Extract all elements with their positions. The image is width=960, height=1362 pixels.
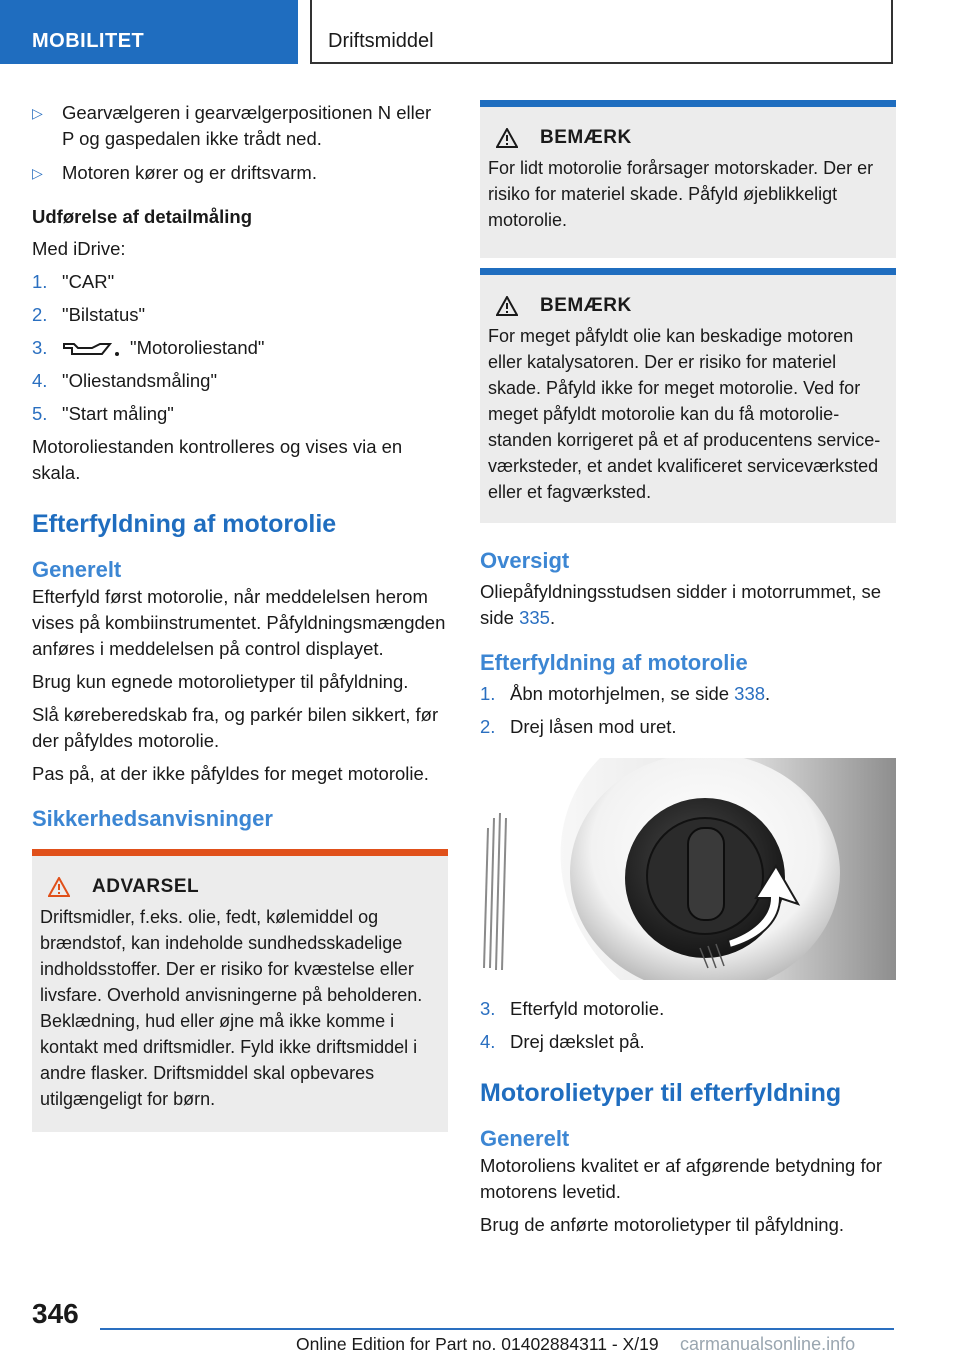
oil-filler-cap-illustration [480, 758, 896, 980]
oil-can-icon [62, 340, 122, 358]
bullet-item: ▷ Motoren kører og er driftsvarm. [32, 160, 448, 186]
general-paragraph: Motoroliens kvalitet er af afgørende betydning for motorens levetid. [480, 1155, 883, 1202]
note-text: For meget påfyldt olie kan beskadige motoren eller katalysatoren. Der er risiko for materiel skade. Påfyld ikke for meget motorolie. Ved for meget påfyldt motorolie kan du få motoroliestanden korrigeret på et af producentens serviceværksteder, et andet kvalificeret serviceværksted eller et fagværksted. [488, 326, 881, 502]
heading-safety: Sikkerhedsanvisninger [32, 806, 273, 831]
watermark: carmanualsonline.info [680, 1334, 856, 1354]
refill-steps-cont [480, 996, 896, 1055]
heading-oil-types: Motorolietyper til efterfyldning [480, 1079, 842, 1107]
heading-general-right: Generelt [480, 1126, 570, 1151]
step-item: 3. Efterfyld motorolie. [480, 998, 665, 1019]
triangle-bullet-icon: ▷ [32, 105, 43, 121]
refill-steps [480, 681, 896, 740]
page-number: 346 [32, 1298, 79, 1329]
left-column [32, 100, 448, 1132]
heading-refill-right: Efterfyldning af motorolie [480, 650, 748, 675]
step-item: 1. Åbn motorhjelmen, se side 338. [480, 683, 771, 704]
triangle-bullet-icon: ▷ [32, 165, 43, 181]
chapter-title: Driftsmiddel [328, 30, 434, 52]
step-item: 4. "Oliestandsmåling" [32, 370, 218, 391]
heading-overview: Oversigt [480, 548, 570, 573]
note-box-1 [480, 100, 896, 258]
note-title: BEMÆRK [496, 127, 888, 149]
warning-triangle-icon [496, 296, 518, 316]
step-item: 2. "Bilstatus" [32, 304, 146, 325]
bullet-item: ▷ Gearvælgeren i gearvælgerpositionen N eller P og gaspedalen ikke trådt ned. [32, 102, 432, 149]
section-title: MOBILITET [32, 30, 145, 52]
detail-outro: Motoroliestanden kontrolleres og vises via en skala. [32, 436, 403, 483]
overview-text: Oliepåfyldningsstudsen sidder i motorrummet, se side 335. [480, 581, 882, 628]
general-paragraph: Efterfyld først motorolie, når meddelelsen herom vises på kombiinstrumentet. Påfyldningsmængden anføres i meddelelsen på control displayet. [32, 586, 446, 659]
step-item: 1. "CAR" [32, 271, 115, 292]
general-paragraph: Slå køreberedskab fra, og parkér bilen sikkert, før der påfyldes motorolie. [32, 704, 439, 751]
section-tab [0, 0, 298, 64]
general-paragraph: Pas på, at der ikke påfyldes for meget motorolie. [32, 763, 429, 784]
edition-text: Online Edition for Part no. 01402884311 - X/19 [296, 1334, 659, 1354]
chapter-tab [310, 0, 893, 64]
note-text: For lidt motorolie forårsager motorskader. Der er risiko for materiel skade. Påfyld øjeblikkeligt motorolie. [488, 158, 874, 230]
heading-refill: Efterfyldning af motorolie [32, 510, 337, 538]
page-link[interactable]: 335 [519, 607, 550, 628]
heading-general: Generelt [32, 557, 122, 582]
detail-heading: Udførelse af detailmåling [32, 206, 252, 227]
oil-filler-cap-image [480, 758, 896, 980]
general-paragraph: Brug de anførte motorolietyper til påfyldning. [480, 1214, 845, 1235]
right-column [480, 100, 896, 1245]
warning-text: Driftsmidler, f.eks. olie, fedt, kølemiddel og brændstof, kan indeholde sundhedsskadelige indholdsstoffer. Der er risiko for kvæstelse eller livsfare. Overhold anvisningerne på beholderen. Beklædning, hud eller øjne må ikke komme i kontakt med driftsmidler. Fyld ikke driftsmiddel i andre flasker. Driftsmiddel skal opbevares utilgængeligt for børn. [40, 907, 423, 1109]
idrive-steps [32, 269, 448, 427]
page-link[interactable]: 338 [734, 683, 766, 704]
step-item: 3. "Motoroliestand" [32, 337, 265, 358]
step-item: 4. Drej dækslet på. [480, 1031, 645, 1052]
note-box-2 [480, 268, 896, 523]
step-item: 5. "Start måling" [32, 403, 174, 424]
warning-triangle-icon [496, 128, 518, 148]
detail-intro: Med iDrive: [32, 238, 126, 259]
warning-box [32, 849, 448, 1132]
general-paragraph: Brug kun egnede motorolietyper til påfyldning. [32, 671, 409, 692]
note-title: BEMÆRK [496, 295, 888, 317]
footer-divider [100, 1328, 894, 1330]
warning-title: ADVARSEL [48, 876, 440, 898]
step-item: 2. Drej låsen mod uret. [480, 716, 677, 737]
warning-triangle-icon [48, 877, 70, 897]
